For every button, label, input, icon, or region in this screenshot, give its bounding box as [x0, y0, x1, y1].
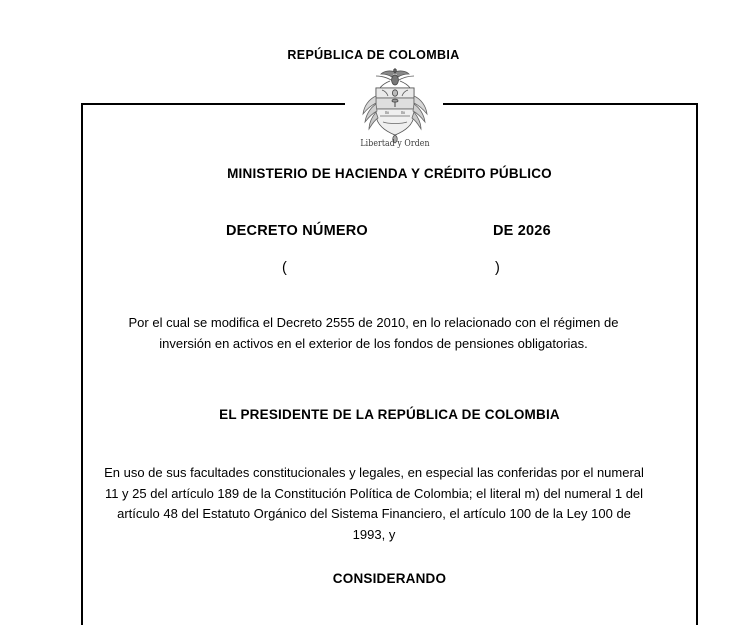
decree-subject-paragraph: Por el cual se modifica el Decreto 2555 de 2010, en lo relacionado con el régimen de inversión en activos en el exterior de los fondos de pensiones obligatorias.: [128, 315, 619, 351]
paren-close: ): [495, 260, 500, 276]
president-heading: EL PRESIDENTE DE LA REPÚBLICA DE COLOMBIA: [219, 407, 560, 422]
frame-top-rule-right: [443, 103, 698, 105]
frame-right-rule: [696, 103, 698, 625]
decree-number-label: DECRETO NÚMERO: [226, 223, 368, 239]
ministry-heading: MINISTERIO DE HACIENDA Y CRÉDITO PÚBLICO: [227, 166, 552, 181]
frame-top-rule-left: [81, 103, 345, 105]
frame-left-rule: [81, 103, 83, 625]
decree-number-line: [81, 223, 698, 243]
emblem-motto: Libertad y Orden: [360, 138, 430, 149]
colombia-coat-of-arms-icon: [352, 68, 438, 144]
legal-authority-paragraph: En uso de sus facultades constitucionales y legales, en especial las conferidas por el numeral 11 y 25 del artículo 189 de la Constitución Política de Colombia; el literal m) del numeral 1 del artículo 48 del Estatuto Orgánico del Sistema Financiero, el artículo 100 de la Ley 100 de 1993, y: [104, 465, 644, 542]
republic-heading: REPÚBLICA DE COLOMBIA: [287, 48, 460, 62]
paren-open: (: [282, 260, 287, 276]
decree-year-label: DE 2026: [493, 223, 551, 239]
decree-date-placeholder-line: [81, 260, 698, 280]
considerando-heading: CONSIDERANDO: [332, 571, 447, 586]
